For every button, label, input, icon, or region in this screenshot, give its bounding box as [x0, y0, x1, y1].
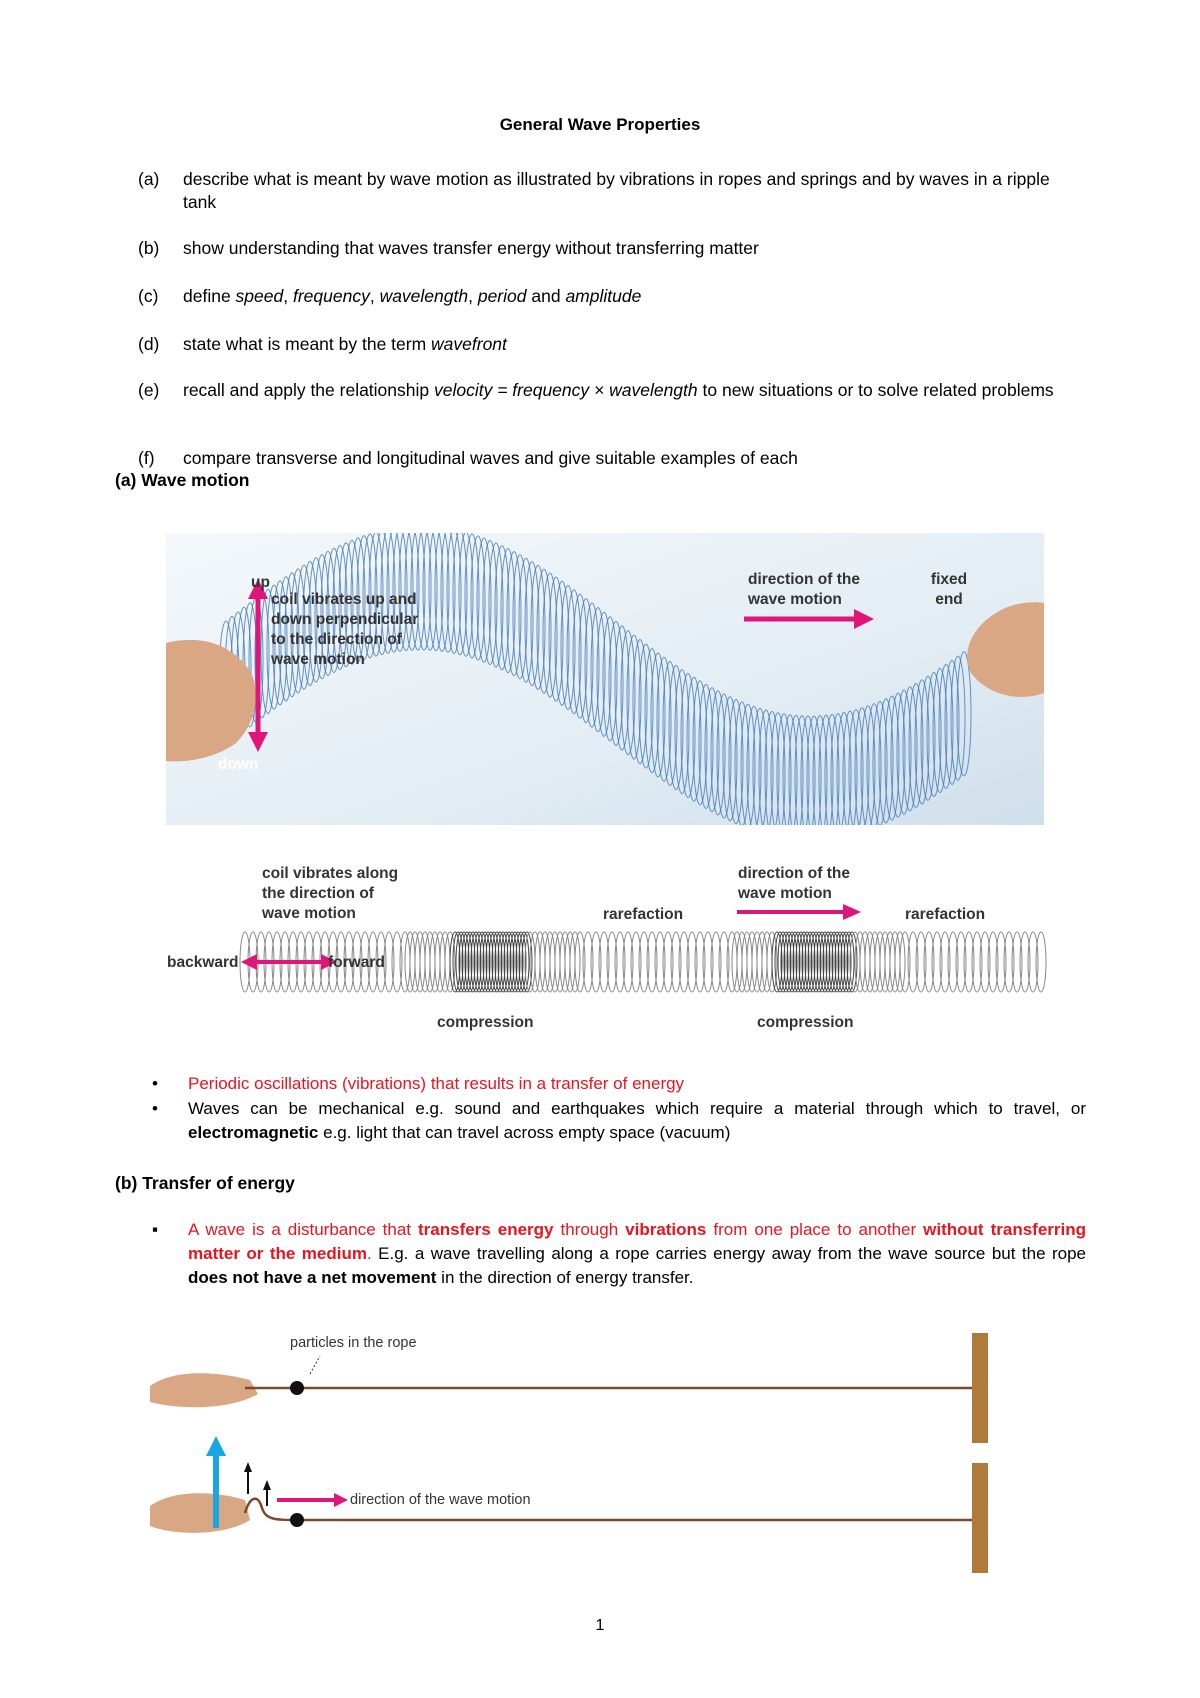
- bullet-text-segment: E.g. a wave travelling along a rope carries energy away from the wave source but the rope: [378, 1244, 1086, 1263]
- label-up: up: [251, 574, 270, 591]
- top-post: [972, 1333, 988, 1443]
- objective-text-segment: ,: [283, 286, 293, 306]
- backward-arrowhead-icon: [241, 954, 257, 970]
- bullet-text: [188, 1072, 1086, 1096]
- bullet-text: [188, 1218, 1086, 1290]
- bullet-text: [188, 1097, 1086, 1145]
- label-rope-direction: direction of the wave motion: [350, 1492, 531, 1508]
- objective-label: (f): [138, 448, 155, 468]
- objective-label: (b): [138, 238, 160, 258]
- objective-text-segment: to new situations or to solve related problems: [697, 380, 1054, 400]
- small-arrowhead-1-icon: [244, 1462, 252, 1472]
- objective-item: [138, 333, 1098, 381]
- page-number: 1: [595, 1617, 605, 1634]
- objective-item: [138, 237, 1098, 285]
- longitudinal-wave-figure: [165, 855, 1050, 1030]
- bullet-text-segment: without transferring matter or the medium: [188, 1220, 1086, 1263]
- bullet-marker: •: [152, 1074, 158, 1093]
- objective-text: [183, 447, 1073, 470]
- label-rarefaction-2: rarefaction: [905, 906, 986, 923]
- top-hand-icon: [150, 1373, 258, 1407]
- bullet-text-segment: Waves can be mechanical e.g. sound and earthquakes which require a material through which to travel, or: [188, 1099, 1086, 1118]
- bullet-text-segment: electromagnetic: [188, 1123, 319, 1142]
- objective-text-segment: wavelength: [379, 286, 469, 306]
- rope-figure: [150, 1328, 1000, 1573]
- objective-text-segment: describe what is meant by wave motion as illustrated by vibrations in ropes and springs and by waves in a ripple tank: [183, 169, 1050, 212]
- objective-label: (a): [138, 169, 160, 189]
- slinky-transverse-image: [166, 533, 1044, 825]
- label-coil-perpendicular: coil vibrates up and down perpendicular to the direction of wave motion: [271, 591, 419, 668]
- objective-text-segment: recall and apply the relationship: [183, 380, 434, 400]
- objective-text-segment: and: [526, 286, 566, 306]
- objective-text-segment: compare transverse and longitudinal waves and give suitable examples of each: [183, 448, 798, 468]
- objective-text-segment: ,: [369, 286, 380, 306]
- transverse-wave-figure: [166, 533, 1044, 825]
- direction-arrowhead-longitudinal-icon: [843, 904, 861, 920]
- objective-item: [138, 168, 1098, 216]
- objective-text-segment: wavefront: [431, 334, 507, 354]
- objective-item: [138, 285, 1098, 333]
- top-particle: [290, 1381, 304, 1395]
- bullet-text-segment: e.g. light that can travel across empty space (vacuum): [318, 1123, 731, 1142]
- objective-text-segment: amplitude: [565, 286, 642, 306]
- objective-text-segment: define: [183, 286, 236, 306]
- bottom-particle: [290, 1513, 304, 1527]
- label-direction-transverse: direction of the wave motion: [748, 571, 860, 608]
- objective-text-segment: period: [477, 286, 527, 306]
- bullet-text-segment: does not have a net movement: [188, 1268, 437, 1287]
- bullet-marker: ▪: [152, 1220, 159, 1239]
- hand-motion-arrowhead-icon: [206, 1436, 226, 1456]
- label-compression-2: compression: [757, 1014, 854, 1031]
- label-compression-1: compression: [437, 1014, 534, 1031]
- objective-text-segment: speed: [235, 286, 284, 306]
- objective-text: [183, 168, 1073, 214]
- bullet-text-segment: .: [366, 1244, 379, 1263]
- label-down: down: [218, 756, 259, 773]
- objective-label: (d): [138, 334, 160, 354]
- leader-line: [310, 1356, 320, 1374]
- objective-label: (e): [138, 380, 160, 400]
- bullet-text-segment: vibrations: [625, 1220, 707, 1239]
- objective-text: [183, 237, 1073, 260]
- page-title: General Wave Properties: [499, 115, 701, 134]
- label-forward: forward: [328, 954, 385, 971]
- bottom-hand-icon: [150, 1493, 250, 1533]
- objective-text: [183, 285, 1073, 308]
- objective-text-segment: ,: [468, 286, 478, 306]
- bullet-text-segment: from one place to another: [706, 1220, 924, 1239]
- rope-direction-arrowhead-icon: [334, 1493, 348, 1507]
- rope-diagram-image: [150, 1328, 1000, 1573]
- objective-label: (c): [138, 286, 159, 306]
- objective-text: [183, 333, 1073, 356]
- bullet-text-segment: in the direction of energy transfer.: [436, 1268, 694, 1287]
- bullet-text-segment: A wave is a disturbance that: [188, 1220, 418, 1239]
- section-b-heading: (b) Transfer of energy: [115, 1173, 295, 1193]
- bottom-post: [972, 1463, 988, 1573]
- label-direction-longitudinal: direction of the wave motion: [738, 865, 850, 902]
- small-arrowhead-2-icon: [263, 1480, 271, 1490]
- label-fixed-end: fixed end: [930, 571, 968, 608]
- bullet-text-segment: Periodic oscillations (vibrations) that results in a transfer of energy: [188, 1074, 685, 1093]
- objective-text: [183, 379, 1073, 402]
- label-rarefaction-1: rarefaction: [603, 906, 684, 923]
- objective-item: [138, 379, 1098, 427]
- bullet-text-segment: transfers energy: [418, 1220, 554, 1239]
- objective-text-segment: velocity = frequency × wavelength: [434, 380, 698, 400]
- label-particles: particles in the rope: [290, 1335, 417, 1351]
- bullet-text-segment: through: [553, 1220, 626, 1239]
- objective-text-segment: show understanding that waves transfer energy without transferring matter: [183, 238, 759, 258]
- objective-item: [138, 447, 1098, 495]
- objective-text-segment: state what is meant by the term: [183, 334, 432, 354]
- label-backward: backward: [167, 954, 239, 971]
- label-coil-along: coil vibrates along the direction of wave motion: [262, 865, 399, 922]
- section-a-heading: (a) Wave motion: [115, 470, 250, 490]
- objective-text-segment: frequency: [292, 286, 370, 306]
- bullet-marker: •: [152, 1099, 158, 1118]
